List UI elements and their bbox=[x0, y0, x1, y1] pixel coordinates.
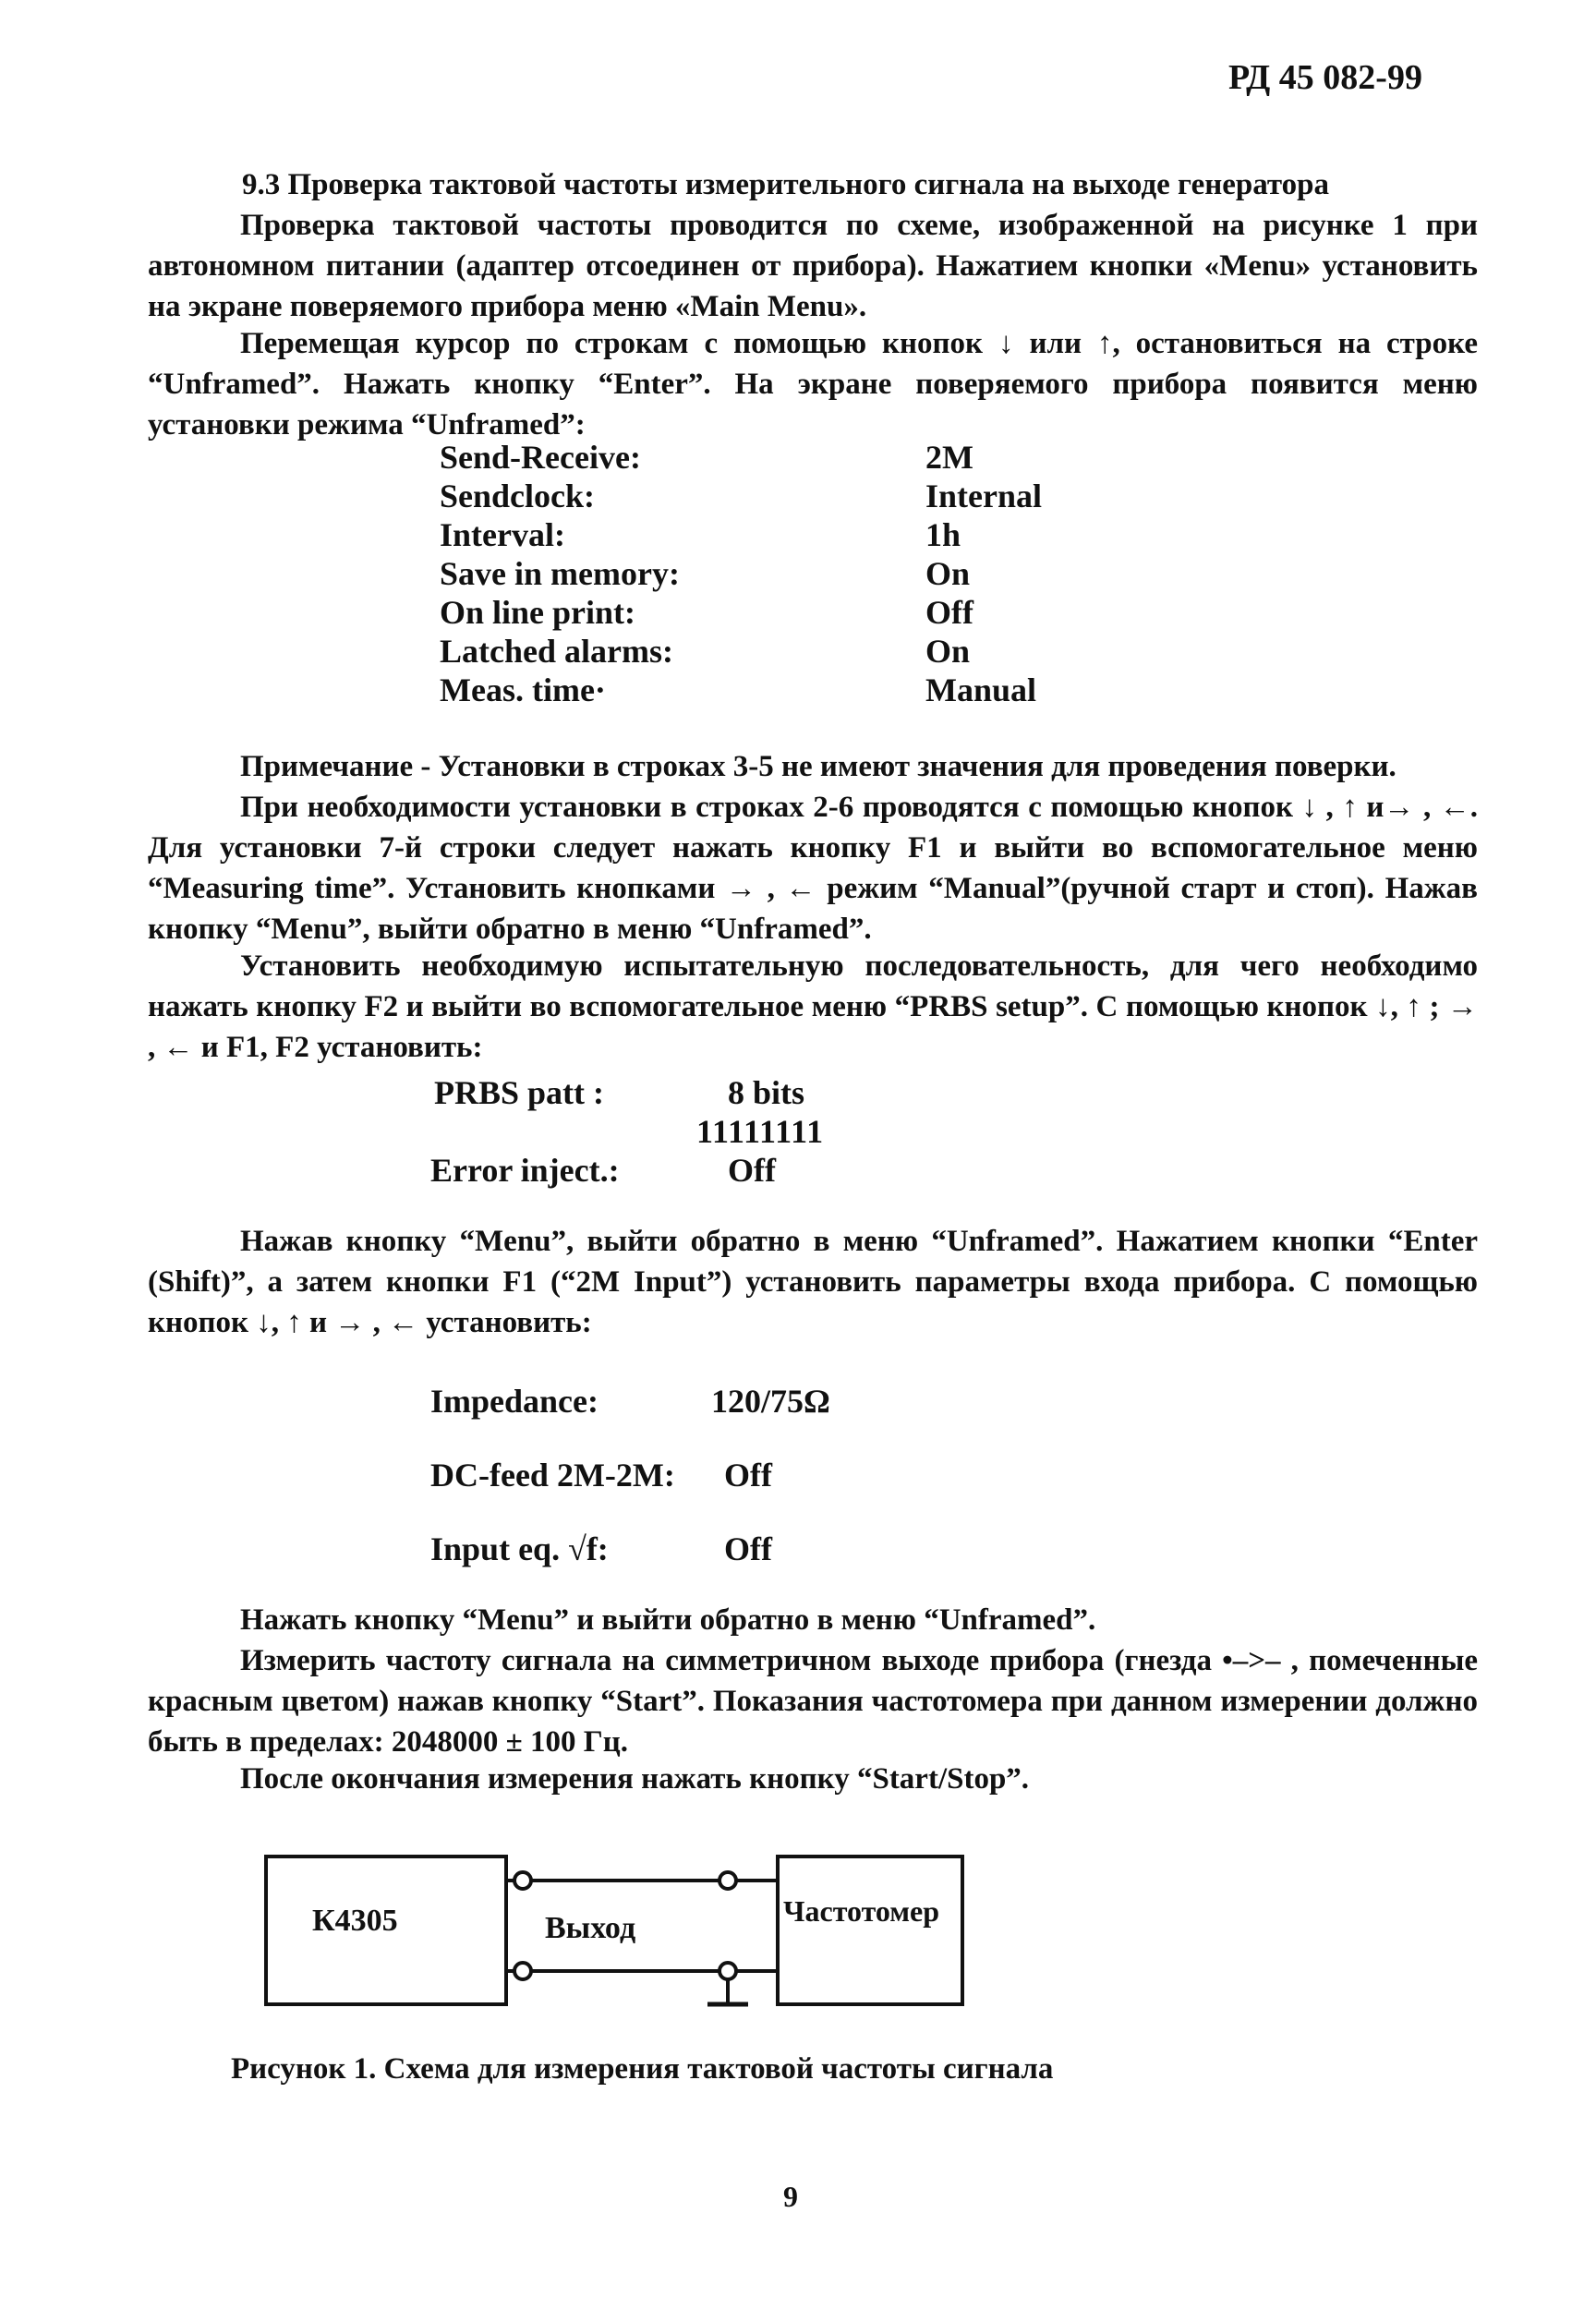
measurement-scheme-diagram bbox=[249, 1838, 988, 2032]
figure-caption: Рисунок 1. Схема для измерения тактовой частоты сигнала bbox=[231, 2052, 1054, 2086]
input-terminal-top bbox=[719, 1872, 736, 1889]
paragraph-6-text: Нажать кнопку “Menu” и выйти обратно в меню “Unframed”. bbox=[240, 1603, 1096, 1637]
note-text: Примечание - Установки в строках 3-5 не имеют значения для проведения поверки. bbox=[240, 750, 1396, 783]
paragraph-3 bbox=[148, 787, 1478, 949]
setting-label: Sendclock: bbox=[440, 478, 596, 514]
generator-label: К4305 bbox=[312, 1904, 398, 1938]
input-setting-value: Off bbox=[724, 1457, 772, 1494]
settings-row bbox=[440, 438, 973, 477]
settings-row bbox=[440, 554, 971, 593]
input-setting-value: 120/75Ω bbox=[711, 1383, 830, 1420]
paragraph-8-text: После окончания измерения нажать кнопку “Start/Stop”. bbox=[240, 1762, 1030, 1796]
frequency-meter-label: Частотомер bbox=[783, 1894, 940, 1928]
prbs-patt-pattern: 11111111 bbox=[696, 1113, 825, 1150]
error-inject-value: Off bbox=[728, 1152, 776, 1189]
paragraph-7-text: Измерить частоту сигнала на симметричном выходе прибора (гнезда •–>– , помеченные красным цветом) нажав кнопку “Start”. Показания частотомера при данном измерении должно быть в пределах: 2048000 ± 100 Гц. bbox=[148, 1644, 1478, 1759]
setting-label: Send-Receive: bbox=[440, 439, 641, 476]
settings-row bbox=[440, 593, 973, 632]
paragraph-6 bbox=[148, 1600, 1478, 1640]
paragraph-3-text: При необходимости установки в строках 2-6 проводятся с помощью кнопок ↓ , ↑ и→ , ←. Для установки 7-й строки следует нажать кнопку F1 и выйти во вспомогательное меню “Measuring time”. Установить кнопками → , ← режим “Manual”(ручной старт и стоп). Нажав кнопку “Menu”, выйти обратно в меню “Unframed”. bbox=[148, 791, 1478, 946]
paragraph-4 bbox=[148, 946, 1478, 1068]
setting-value: Off bbox=[925, 594, 973, 631]
setting-label: Meas. time· bbox=[440, 671, 606, 708]
input-setting-label: Impedance: bbox=[430, 1383, 598, 1420]
output-terminal-bottom bbox=[514, 1963, 531, 1979]
settings-row bbox=[440, 671, 1037, 709]
setting-label: On line print: bbox=[440, 594, 636, 631]
paragraph-2 bbox=[148, 323, 1478, 445]
error-inject-label: Error inject.: bbox=[430, 1152, 620, 1189]
setting-value: 1h bbox=[925, 516, 961, 553]
page-number: 9 bbox=[783, 2180, 798, 2213]
setting-label: Interval: bbox=[440, 516, 565, 553]
settings-row bbox=[440, 515, 961, 554]
paragraph-1 bbox=[148, 205, 1478, 327]
paragraph-5-text: Нажав кнопку “Menu”, выйти обратно в меню “Unframed”. Нажатием кнопки “Enter (Shift)”, а затем кнопки F1 (“2M Input”) установить параметры входа прибора. С помощью кнопок ↓, ↑ и → , ← установить: bbox=[148, 1225, 1478, 1339]
output-label: Выход bbox=[545, 1911, 636, 1945]
setting-value: 2M bbox=[925, 439, 973, 476]
paragraph-1-text: Проверка тактовой частоты проводится по схеме, изображенной на рисунке 1 при автономном питании (адаптер отсоединен от прибора). Нажатием кнопки «Menu» установить на экране поверяемого прибора меню «Main Menu». bbox=[148, 209, 1478, 323]
input-setting-label: DC-feed 2M-2M: bbox=[430, 1457, 675, 1494]
setting-value: On bbox=[925, 555, 971, 592]
setting-value: On bbox=[925, 633, 971, 670]
paragraph-7 bbox=[148, 1640, 1478, 1762]
paragraph-5 bbox=[148, 1221, 1478, 1343]
setting-label: Latched alarms: bbox=[440, 633, 673, 670]
setting-value: Internal bbox=[925, 478, 1042, 514]
settings-row bbox=[440, 632, 971, 671]
paragraph-4-text: Установить необходимую испытательную последовательность, для чего необходимо нажать кнопку F2 и выйти во вспомогательное меню “PRBS setup”. С помощью кнопок ↓, ↑ ; → , ← и F1, F2 установить: bbox=[148, 949, 1478, 1064]
paragraph-2-text: Перемещая курсор по строкам с помощью кнопок ↓ или ↑, остановиться на строке “Unframed”. Нажать кнопку “Enter”. На экране поверяемого прибора появится меню установки режима “Unframed”: bbox=[148, 327, 1478, 441]
section-heading: 9.3 Проверка тактовой частоты измерительного сигнала на выходе генератора bbox=[242, 168, 1330, 201]
output-terminal-top bbox=[514, 1872, 531, 1889]
paragraph-8 bbox=[148, 1759, 1478, 1799]
document-code: РД 45 082-99 bbox=[1228, 58, 1422, 97]
settings-row bbox=[440, 477, 1042, 515]
prbs-patt-label: PRBS patt : bbox=[434, 1074, 605, 1111]
frequency-meter-box bbox=[778, 1857, 962, 2004]
input-terminal-bottom bbox=[719, 1963, 736, 1979]
prbs-patt-value: 8 bits bbox=[728, 1074, 805, 1111]
unframed-settings-table bbox=[440, 438, 1042, 709]
input-setting-label: Input eq. √f: bbox=[430, 1530, 609, 1567]
setting-value: Manual bbox=[925, 671, 1037, 708]
input-setting-value: Off bbox=[724, 1530, 772, 1567]
note bbox=[148, 746, 1478, 787]
setting-label: Save in memory: bbox=[440, 555, 680, 592]
